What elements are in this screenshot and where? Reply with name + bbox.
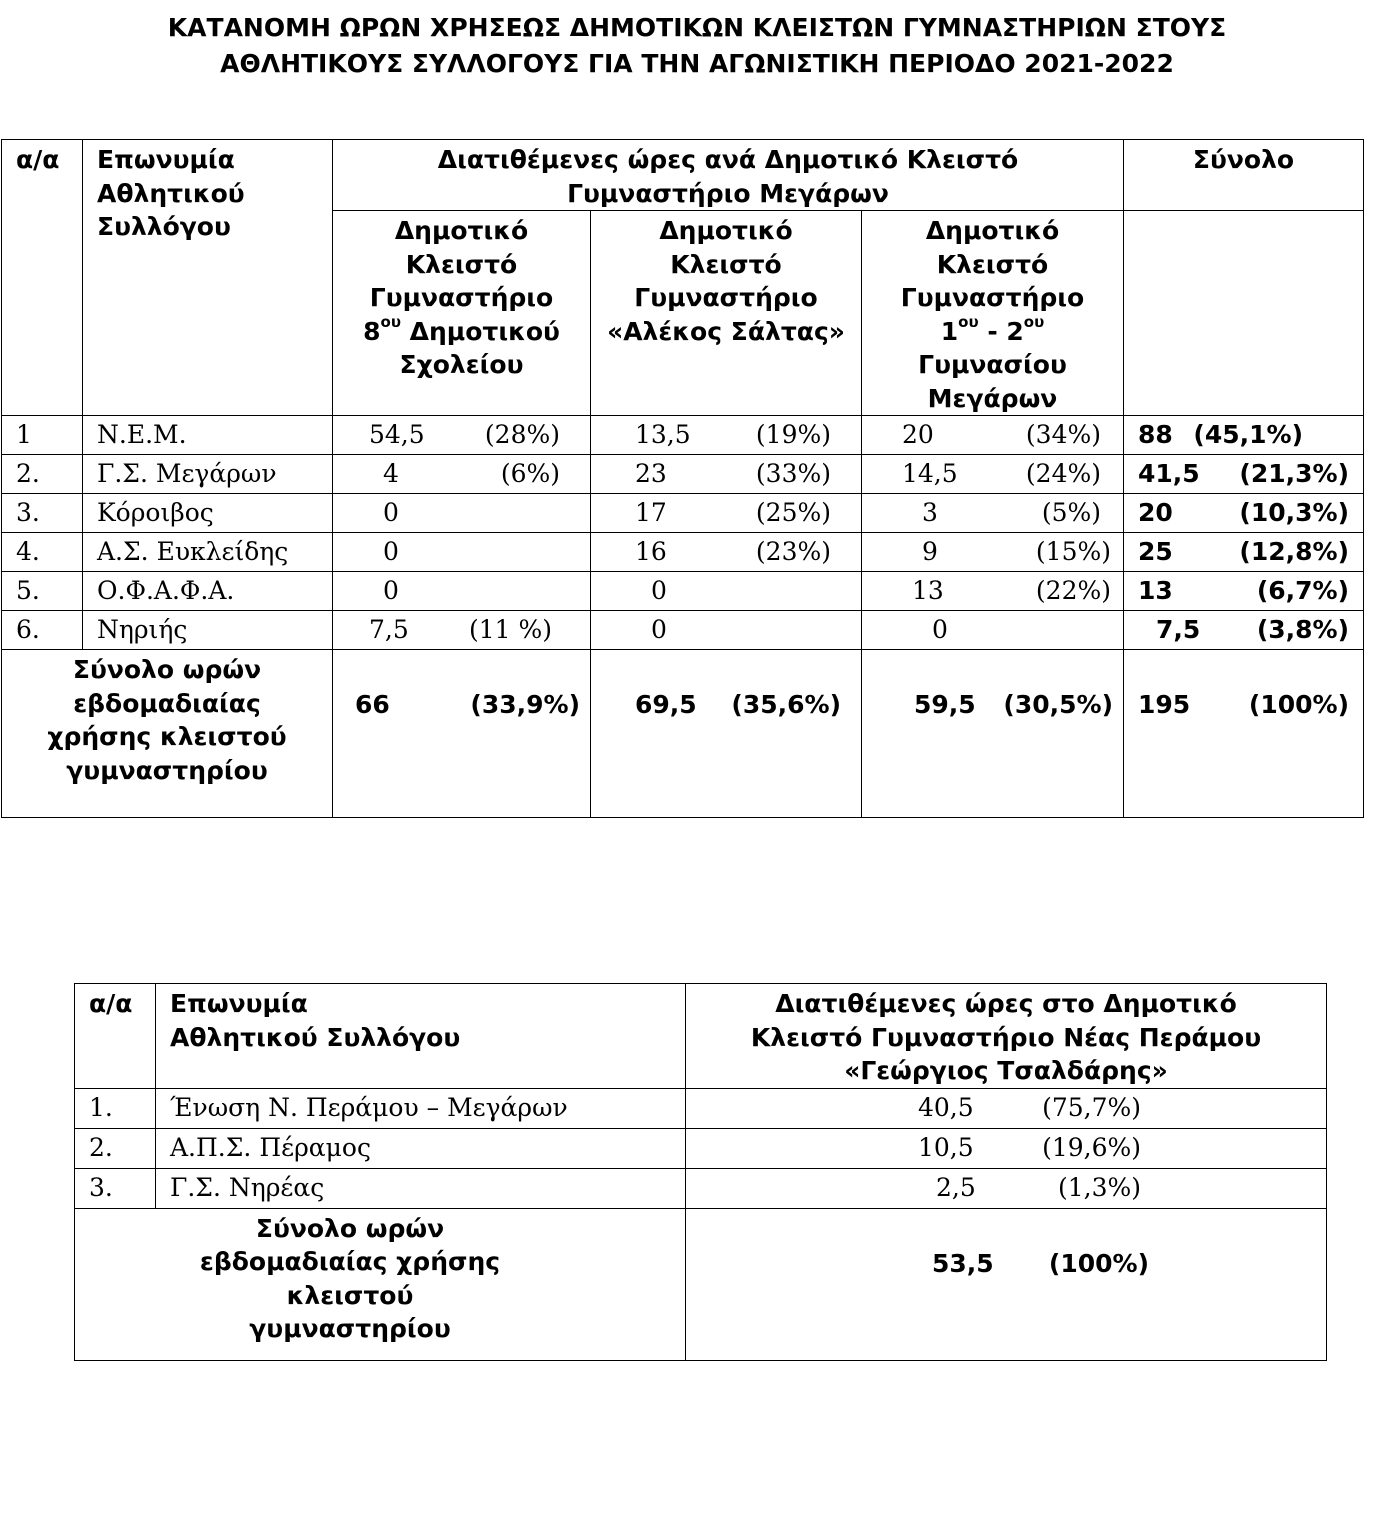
table-footer-row: Σύνολο ωρών εβδομαδιαίας χρήσης κλειστού γυμναστηρίου 66 (33,9%) 69,5 (35,6%) 59,5 (30,5%) 195 (100%) [2, 650, 1364, 818]
footer-label: Σύνολο ωρών εβδομαδιαίας χρήσης κλειστού γυμναστηρίου [2, 650, 333, 818]
table-row: 1. Ένωση Ν. Περάμου – Μεγάρων 40,5 (75,7%) [75, 1088, 1327, 1128]
header-aa: α/α [75, 984, 156, 1089]
title-line-2: ΑΘΛΗΤΙΚΟΥΣ ΣΥΛΛΟΓΟΥΣ ΓΙΑ ΤΗΝ ΑΓΩΝΙΣΤΙΚΗ ΠΕΡΙΟΔΟ 2021-2022 [220, 49, 1174, 78]
table-row: 5. Ο.Φ.Α.Φ.Α. 0 0 13 (22%) 13 (6,7%) [2, 572, 1364, 611]
footer-label: Σύνολο ωρών εβδομαδιαίας χρήσης κλειστού γυμναστηρίου [75, 1208, 686, 1360]
header-gym-saltas: Δημοτικό Κλειστό Γυμναστήριο «Αλέκος Σάλτας» [591, 211, 862, 416]
header-gym-8th-school: Δημοτικό Κλειστό Γυμναστήριο $8^{o\upsilon}$ Δημοτικού Σχολείου [333, 211, 591, 416]
document-title [0, 10, 1394, 82]
header-club: Επωνυμία Αθλητικού Συλλόγου [156, 984, 686, 1089]
header-gym-perama: Διατιθέμενες ώρες στο Δημοτικό Κλειστό Γυμναστήριο Νέας Περάμου «Γεώργιος Τσαλδάρης» [686, 984, 1327, 1089]
megara-gyms-table [1, 139, 1364, 818]
table-row: 1 Ν.Ε.Μ. 54,5 (28%) 13,5 (19%) 20 (34%) 88 (45,1%) [2, 416, 1364, 455]
header-club: Επωνυμία Αθλητικού Συλλόγου [83, 140, 333, 416]
title-line-1: ΚΑΤΑΝΟΜΗ ΩΡΩΝ ΧΡΗΣΕΩΣ ΔΗΜΟΤΙΚΩΝ ΚΛΕΙΣΤΩΝ ΓΥΜΝΑΣΤΗΡΙΩΝ ΣΤΟΥΣ [167, 13, 1227, 42]
perama-gym-table [74, 983, 1327, 1361]
header-group-megara: Διατιθέμενες ώρες ανά Δημοτικό Κλειστό Γυμναστήριο Μεγάρων [333, 140, 1124, 211]
header-aa: α/α [2, 140, 83, 416]
table-row: 6. Νηριής 7,5 (11 %) 0 0 7,5 (3,8%) [2, 611, 1364, 650]
table-row: 3. Γ.Σ. Νηρέας 2,5 (1,3%) [75, 1168, 1327, 1208]
header-total: Σύνολο [1124, 140, 1364, 211]
table-row: 3. Κόροιβος 0 17 (25%) 3 (5%) 20 (10,3%) [2, 494, 1364, 533]
table-row: 2. Α.Π.Σ. Πέραμος 10,5 (19,6%) [75, 1128, 1327, 1168]
table-footer-row: Σύνολο ωρών εβδομαδιαίας χρήσης κλειστού γυμναστηρίου 53,5 (100%) [75, 1208, 1327, 1360]
header-gym-gymnasium: Δημοτικό Κλειστό Γυμναστήριο $1^{o\upsilon} - 2^{o\upsilon}$ Γυμνασίου Μεγάρων [862, 211, 1124, 416]
table-row: 4. Α.Σ. Ευκλείδης 0 16 (23%) 9 (15%) 25 (12,8%) [2, 533, 1364, 572]
table-row: 2. Γ.Σ. Μεγάρων 4 (6%) 23 (33%) 14,5 (24%) 41,5 (21,3%) [2, 455, 1364, 494]
header-total-blank [1124, 211, 1364, 416]
